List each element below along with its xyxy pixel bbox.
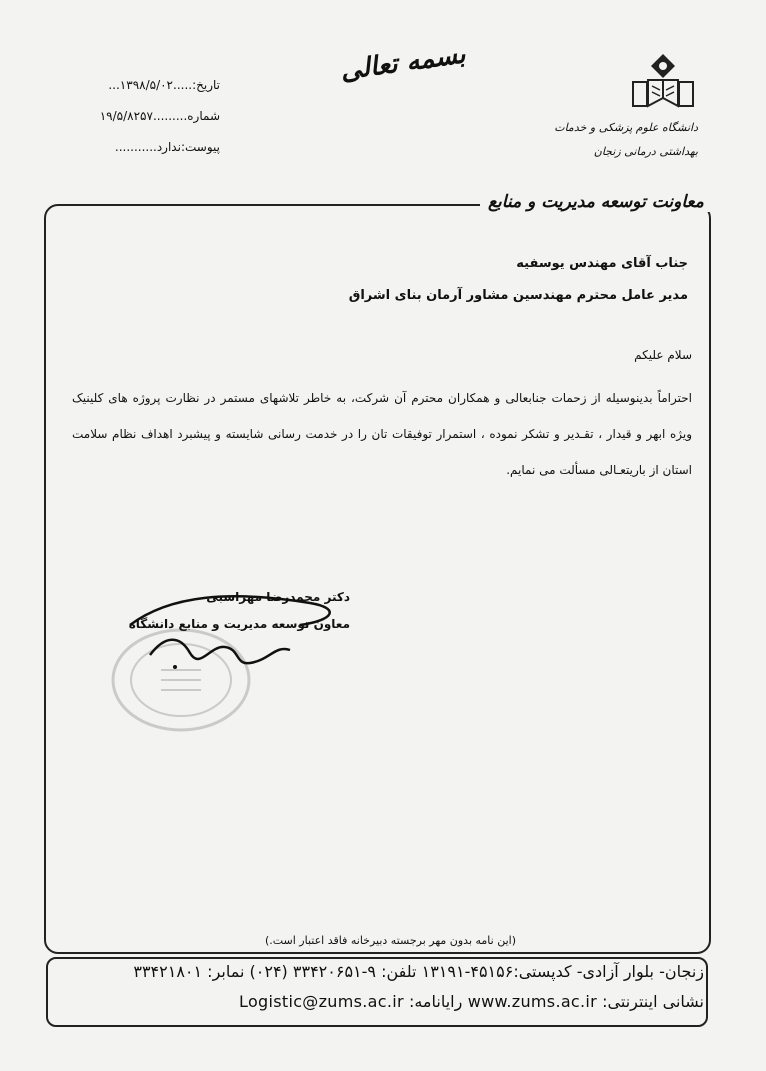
signer-name: دکتر محمدرضا مهراسبی	[206, 590, 350, 604]
validity-note: (این نامه بدون مهر برجسته دبیرخانه فاقد اعتبار است.)	[264, 934, 516, 947]
bismillah: بسمه تعالی	[338, 39, 468, 87]
university-name-line1: دانشگاه علوم پزشکی و خدمات	[554, 121, 698, 134]
greeting: سلام علیکم	[634, 348, 692, 362]
department-title: معاونت توسعه مدیریت و منابع	[480, 192, 712, 212]
signer-title: معاون توسعه مدیریت و منابع دانشگاه	[128, 617, 350, 631]
university-name-line2: بهداشتی درمانی زنجان	[593, 145, 698, 158]
recipient-name: جناب آقای مهندس یوسفیه	[516, 256, 688, 271]
university-name	[528, 116, 698, 164]
letter-meta	[70, 70, 220, 163]
letter-body: احتراماً بدینوسیله از زحمات جنابعالی و همکاران محترم آن شرکت، به خاطر تلاشهای مستمر در نظارت پروژه های کلینیک ویژه ابهر و قیدار ، تقـدیر و تشکر نموده ، استمرار توفیقات تان را در خدمت رسانی شایسته و پیشبرد اهداف نظام سلامت استان از باریتعـالی مسألت می نمایم.	[72, 391, 692, 477]
number-line: شماره.........۱۹/۵/۸۲۵۷	[99, 109, 220, 123]
footer-web: نشانی اینترنتی: www.zums.ac.ir رایانامه: Logistic@zums.ac.ir	[239, 992, 704, 1011]
attachment-line: پیوست:ندارد...........	[114, 140, 220, 154]
date-line: تاریخ:.....۱۳۹۸/۵/۰۲...	[108, 78, 220, 92]
university-logo-icon	[628, 50, 698, 112]
footer-address: زنجان- بلوار آزادی- کدپستی:۴۵۱۵۶-۱۳۱۹۱ تلفن: ۹-۳۳۴۲۰۶۵۱ (۰۲۴) نمابر: ۳۳۴۲۱۸۰۱	[133, 962, 704, 981]
recipient-title: مدیر عامل محترم مهندسین مشاور آرمان بنای اشراق	[348, 288, 688, 303]
